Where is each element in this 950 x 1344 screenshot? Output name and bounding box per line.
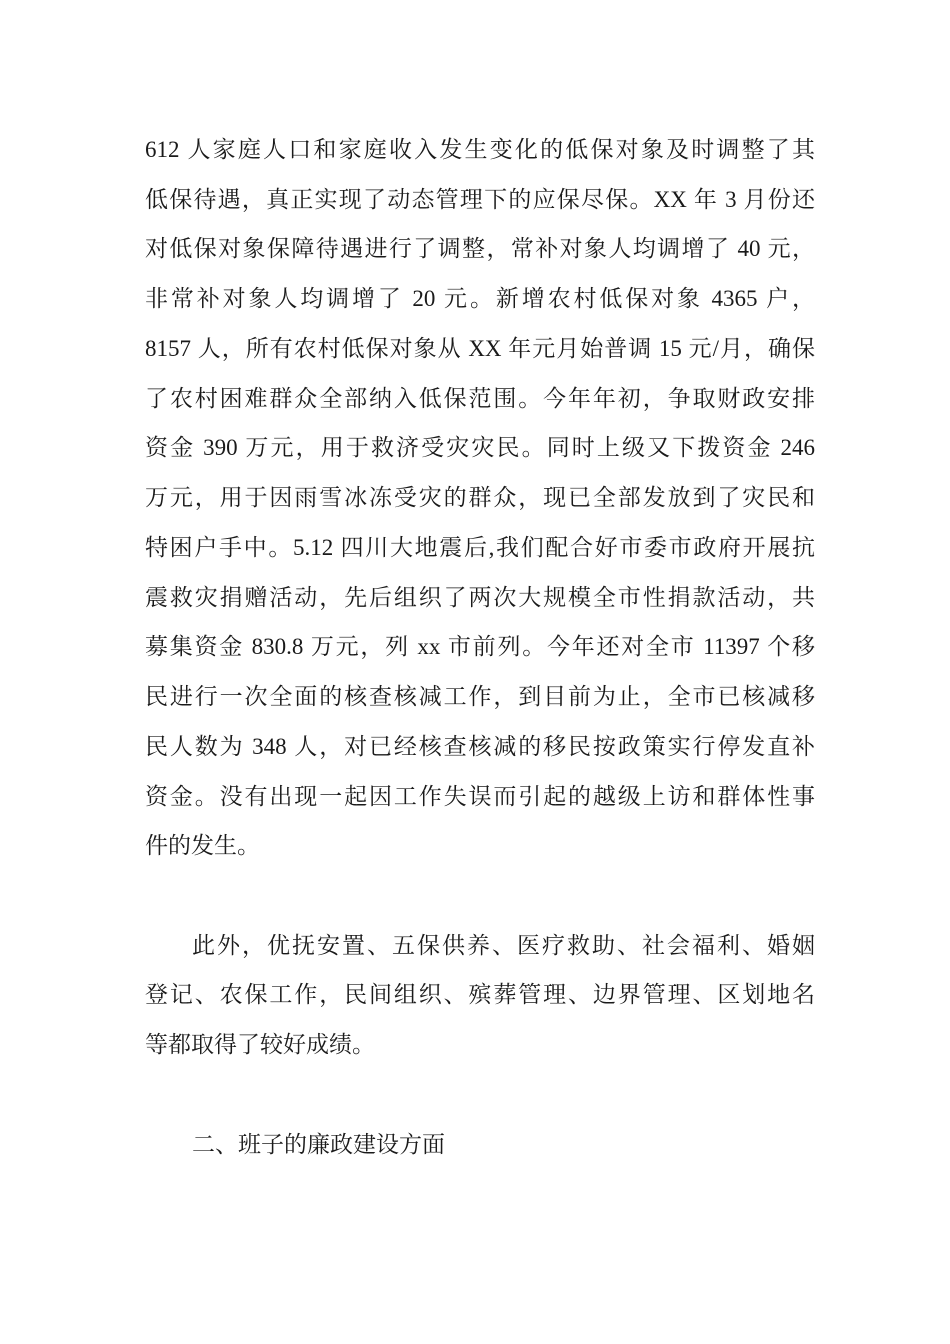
paragraph-line: 件的发生。 bbox=[145, 833, 260, 858]
paragraph-line: 万元，用于因雨雪冰冻受灾的群众，现已全部发放到了灾民和 bbox=[145, 485, 815, 510]
paragraph-line: 了农村困难群众全部纳入低保范围。今年年初，争取财政安排 bbox=[145, 386, 815, 411]
paragraph-line: 资金。没有出现一起因工作失误而引起的越级上访和群体性事 bbox=[145, 784, 815, 809]
paragraph-line: 特困户手中。5.12 四川大地震后,我们配合好市委市政府开展抗 bbox=[145, 535, 815, 560]
paragraph-line: 资金 390 万元，用于救济受灾灾民。同时上级又下拨资金 246 bbox=[145, 435, 815, 460]
paragraph-line: 8157 人，所有农村低保对象从 XX 年元月始普调 15 元/月，确保 bbox=[145, 336, 815, 361]
paragraph-line: 募集资金 830.8 万元，列 xx 市前列。今年还对全市 11397 个移 bbox=[145, 634, 815, 659]
paragraph-line: 低保待遇，真正实现了动态管理下的应保尽保。XX 年 3 月份还 bbox=[145, 187, 815, 212]
paragraph-line: 登记、农保工作，民间组织、殡葬管理、边界管理、区划地名 bbox=[145, 982, 815, 1007]
paragraph-line: 612 人家庭人口和家庭收入发生变化的低保对象及时调整了其 bbox=[145, 137, 815, 162]
paragraph-line: 震救灾捐赠活动，先后组织了两次大规模全市性捐款活动，共 bbox=[145, 585, 815, 610]
paragraph-line: 民进行一次全面的核查核减工作，到目前为止，全市已核减移 bbox=[145, 684, 815, 709]
paragraph-line: 此外，优抚安置、五保供养、医疗救助、社会福利、婚姻 bbox=[192, 933, 815, 958]
paragraph-line: 对低保对象保障待遇进行了调整，常补对象人均调增了 40 元， bbox=[145, 236, 815, 261]
paragraph-line: 等都取得了较好成绩。 bbox=[145, 1032, 375, 1057]
paragraph-line: 非常补对象人均调增了 20 元。新增农村低保对象 4365 户， bbox=[145, 286, 815, 311]
paragraph-line: 民人数为 348 人，对已经核查核减的移民按政策实行停发直补 bbox=[145, 734, 815, 759]
section-heading: 二、班子的廉政建设方面 bbox=[192, 1132, 445, 1157]
